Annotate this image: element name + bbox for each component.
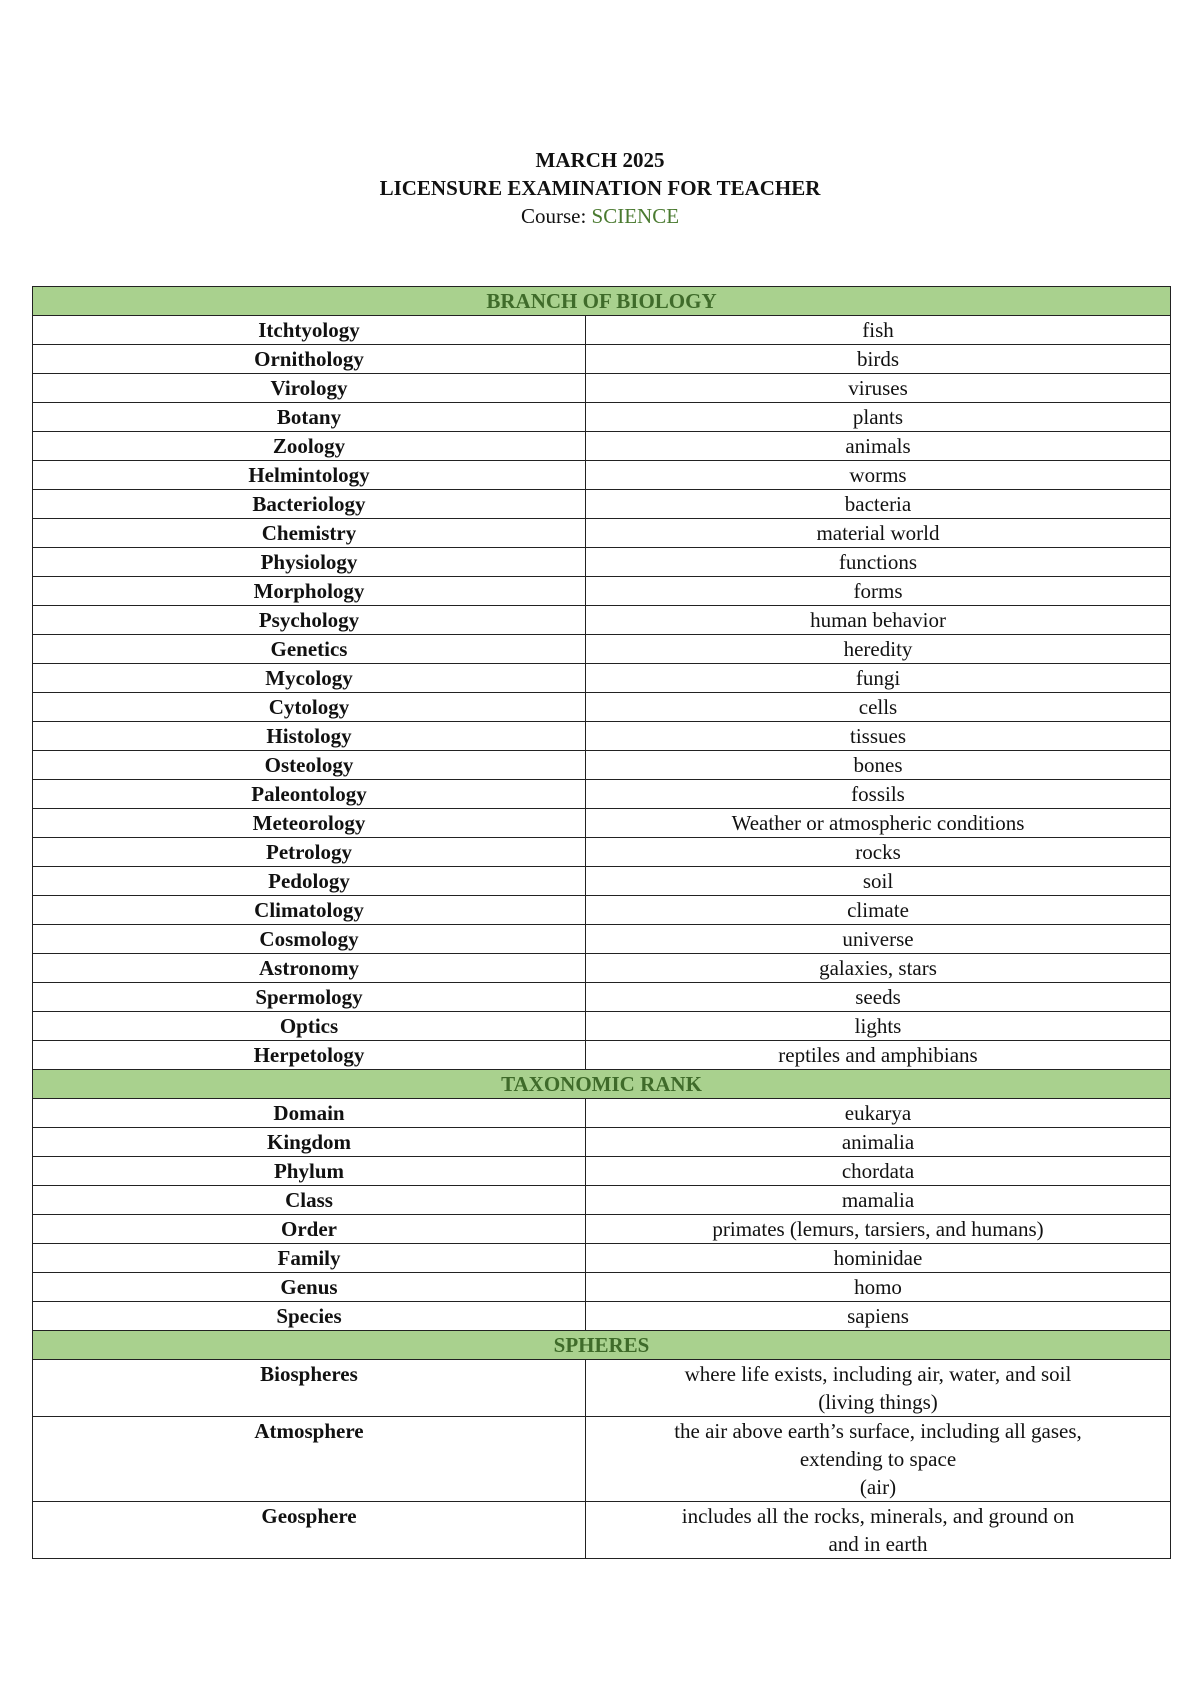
- definition-cell: hominidae: [586, 1244, 1171, 1273]
- definition-cell: sapiens: [586, 1302, 1171, 1331]
- term-cell: Geosphere: [33, 1502, 586, 1559]
- term-cell: Morphology: [33, 577, 586, 606]
- term-cell: Ornithology: [33, 345, 586, 374]
- table-row: [33, 809, 1171, 838]
- table-row: [33, 432, 1171, 461]
- definition-cell: forms: [586, 577, 1171, 606]
- term-cell: Psychology: [33, 606, 586, 635]
- table-row: [33, 1099, 1171, 1128]
- term-cell: Family: [33, 1244, 586, 1273]
- section-title: SPHERES: [33, 1331, 1171, 1360]
- table-row: [33, 925, 1171, 954]
- table-row: [33, 751, 1171, 780]
- table-row: [33, 1417, 1171, 1502]
- table-row: [33, 693, 1171, 722]
- definition-cell: primates (lemurs, tarsiers, and humans): [586, 1215, 1171, 1244]
- definition-cell: fossils: [586, 780, 1171, 809]
- table-row: [33, 490, 1171, 519]
- term-cell: Zoology: [33, 432, 586, 461]
- table-row: [33, 664, 1171, 693]
- definition-cell: mamalia: [586, 1186, 1171, 1215]
- term-cell: Genetics: [33, 635, 586, 664]
- table-row: [33, 519, 1171, 548]
- definition-cell: animals: [586, 432, 1171, 461]
- term-cell: Itchtyology: [33, 316, 586, 345]
- table-row: [33, 780, 1171, 809]
- section-title: BRANCH OF BIOLOGY: [33, 287, 1171, 316]
- table-row: [33, 577, 1171, 606]
- term-cell: Mycology: [33, 664, 586, 693]
- term-cell: Domain: [33, 1099, 586, 1128]
- table-row: [33, 403, 1171, 432]
- table-row: [33, 1128, 1171, 1157]
- table-row: [33, 1215, 1171, 1244]
- term-cell: Kingdom: [33, 1128, 586, 1157]
- table-row: [33, 548, 1171, 577]
- term-cell: Class: [33, 1186, 586, 1215]
- table-row: [33, 1302, 1171, 1331]
- table-row: [33, 316, 1171, 345]
- definition-cell: tissues: [586, 722, 1171, 751]
- definition-cell: chordata: [586, 1157, 1171, 1186]
- term-cell: Spermology: [33, 983, 586, 1012]
- definition-cell: includes all the rocks, minerals, and ground on and in earth: [586, 1502, 1171, 1559]
- term-cell: Petrology: [33, 838, 586, 867]
- section-title: TAXONOMIC RANK: [33, 1070, 1171, 1099]
- term-cell: Climatology: [33, 896, 586, 925]
- section-header-row: [33, 287, 1171, 316]
- table-row: [33, 345, 1171, 374]
- table-row: [33, 374, 1171, 403]
- definition-cell: seeds: [586, 983, 1171, 1012]
- definition-cell: rocks: [586, 838, 1171, 867]
- exam-date: MARCH 2025: [535, 148, 665, 172]
- table-row: [33, 1157, 1171, 1186]
- table-row: [33, 1186, 1171, 1215]
- table-row: [33, 954, 1171, 983]
- term-cell: Optics: [33, 1012, 586, 1041]
- term-cell: Cosmology: [33, 925, 586, 954]
- term-cell: Physiology: [33, 548, 586, 577]
- table-row: [33, 606, 1171, 635]
- table-row: [33, 983, 1171, 1012]
- term-cell: Herpetology: [33, 1041, 586, 1070]
- term-cell: Phylum: [33, 1157, 586, 1186]
- definition-cell: universe: [586, 925, 1171, 954]
- definition-cell: galaxies, stars: [586, 954, 1171, 983]
- course-label: Course:: [520, 204, 592, 228]
- term-cell: Pedology: [33, 867, 586, 896]
- term-cell: Biospheres: [33, 1360, 586, 1417]
- term-cell: Virology: [33, 374, 586, 403]
- definition-cell: plants: [586, 403, 1171, 432]
- term-cell: Bacteriology: [33, 490, 586, 519]
- term-cell: Meteorology: [33, 809, 586, 838]
- reviewer-table: [32, 286, 1171, 1559]
- term-cell: Paleontology: [33, 780, 586, 809]
- definition-cell: climate: [586, 896, 1171, 925]
- section-header-row: [33, 1331, 1171, 1360]
- term-cell: Atmosphere: [33, 1417, 586, 1502]
- table-row: [33, 1502, 1171, 1559]
- definition-cell: heredity: [586, 635, 1171, 664]
- table-row: [33, 1012, 1171, 1041]
- definition-cell: lights: [586, 1012, 1171, 1041]
- course-value: SCIENCE: [591, 204, 680, 228]
- table-row: [33, 1244, 1171, 1273]
- term-cell: Order: [33, 1215, 586, 1244]
- definition-cell: Weather or atmospheric conditions: [586, 809, 1171, 838]
- definition-cell: soil: [586, 867, 1171, 896]
- definition-cell: reptiles and amphibians: [586, 1041, 1171, 1070]
- table-row: [33, 1041, 1171, 1070]
- table-row: [33, 461, 1171, 490]
- term-cell: Helmintology: [33, 461, 586, 490]
- term-cell: Astronomy: [33, 954, 586, 983]
- definition-cell: human behavior: [586, 606, 1171, 635]
- course-line: [0, 202, 1200, 230]
- table-row: [33, 896, 1171, 925]
- term-cell: Cytology: [33, 693, 586, 722]
- table-row: [33, 838, 1171, 867]
- section-header-row: [33, 1070, 1171, 1099]
- definition-cell: birds: [586, 345, 1171, 374]
- table-body: [33, 287, 1171, 1559]
- term-cell: Osteology: [33, 751, 586, 780]
- document-header: [0, 146, 1200, 230]
- table-row: [33, 722, 1171, 751]
- table-row: [33, 1360, 1171, 1417]
- definition-cell: bones: [586, 751, 1171, 780]
- definition-cell: worms: [586, 461, 1171, 490]
- definition-cell: fungi: [586, 664, 1171, 693]
- definition-cell: homo: [586, 1273, 1171, 1302]
- term-cell: Genus: [33, 1273, 586, 1302]
- definition-cell: animalia: [586, 1128, 1171, 1157]
- term-cell: Chemistry: [33, 519, 586, 548]
- definition-cell: functions: [586, 548, 1171, 577]
- table-row: [33, 635, 1171, 664]
- table-row: [33, 1273, 1171, 1302]
- definition-cell: viruses: [586, 374, 1171, 403]
- term-cell: Botany: [33, 403, 586, 432]
- definition-cell: eukarya: [586, 1099, 1171, 1128]
- definition-cell: fish: [586, 316, 1171, 345]
- table-row: [33, 867, 1171, 896]
- definition-cell: material world: [586, 519, 1171, 548]
- definition-cell: bacteria: [586, 490, 1171, 519]
- term-cell: Species: [33, 1302, 586, 1331]
- definition-cell: where life exists, including air, water, and soil (living things): [586, 1360, 1171, 1417]
- term-cell: Histology: [33, 722, 586, 751]
- definition-cell: the air above earth’s surface, including all gases, extending to space (air): [586, 1417, 1171, 1502]
- exam-title: LICENSURE EXAMINATION FOR TEACHER: [379, 176, 821, 200]
- definition-cell: cells: [586, 693, 1171, 722]
